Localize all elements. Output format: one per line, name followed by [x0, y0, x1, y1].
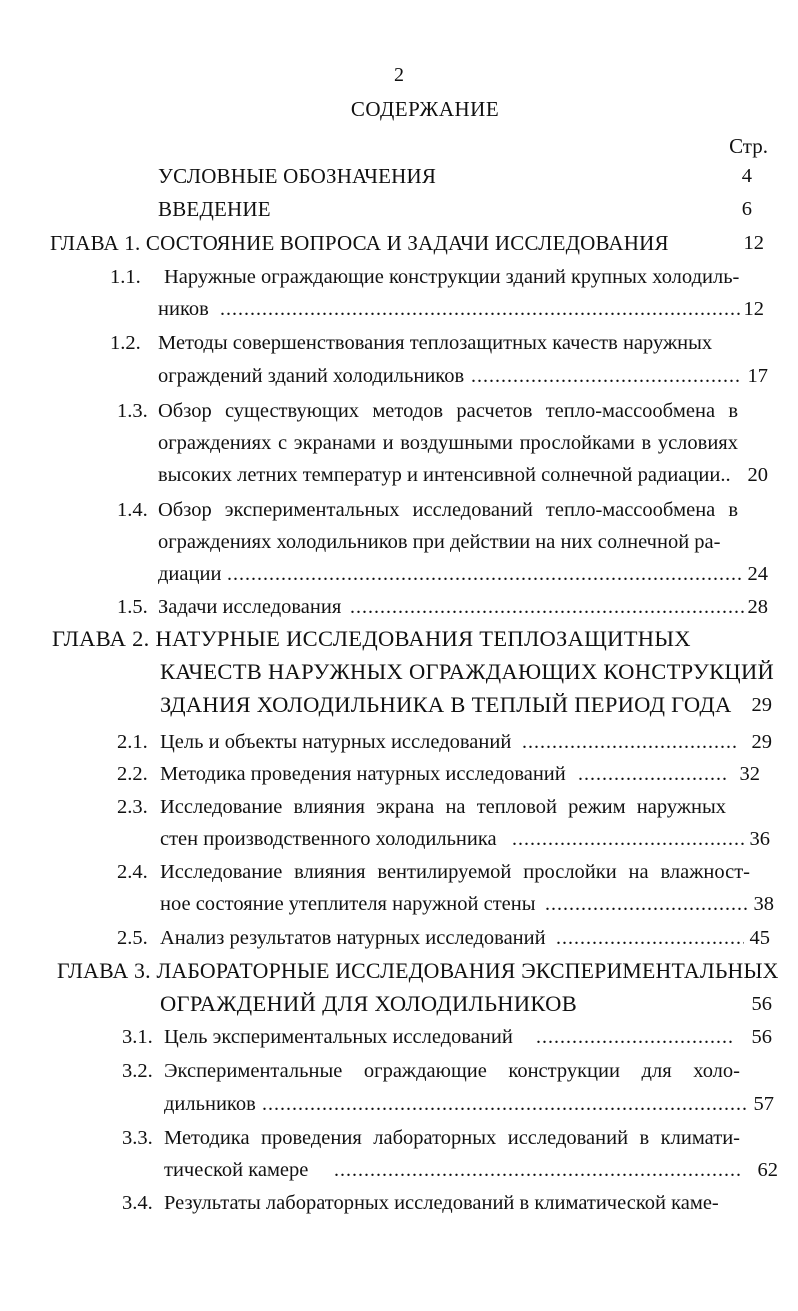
- section-number: 1.1.: [110, 266, 141, 288]
- section-number: 3.3.: [122, 1127, 153, 1149]
- toc-entry-1-1: Наружные ограждающие конструкции зданий крупных холодиль-: [164, 266, 740, 288]
- toc-entry-text: тической камере: [164, 1159, 309, 1181]
- toc-chapter-text: КАЧЕСТВ НАРУЖНЫХ ОГРАЖДАЮЩИХ КОНСТРУКЦИЙ: [160, 659, 775, 684]
- section-number: 3.2.: [122, 1060, 153, 1082]
- toc-chapter-text: ЗДАНИЯ ХОЛОДИЛЬНИКА В ТЕПЛЫЙ ПЕРИОД ГОДА: [160, 692, 732, 717]
- toc-entry-text: ограждений зданий холодильников: [158, 365, 465, 387]
- leader-dots: [578, 761, 726, 787]
- toc-entry-2-4: Исследование влияния вентилируемой прослойки на влажност-: [160, 861, 750, 883]
- section-number: 2.5.: [117, 927, 148, 949]
- section-number: 1.3.: [117, 400, 148, 422]
- toc-entry-1-4: Обзор экспериментальных исследований тепло-массообмена в: [158, 499, 738, 521]
- toc-page: 12: [743, 232, 764, 254]
- section-number: 1.5.: [117, 596, 148, 618]
- toc-entry-2-1: Цель и объекты натурных исследований: [160, 731, 512, 753]
- section-number: 2.3.: [117, 796, 148, 818]
- toc-page: 29: [751, 694, 772, 716]
- toc-entry-3-4: Результаты лабораторных исследований в климатической каме-: [164, 1192, 719, 1214]
- leader-dots: [556, 925, 744, 951]
- toc-entry-2-3: Исследование влияния экрана на тепловой режим наружных: [160, 796, 726, 818]
- toc-chapter-2: ГЛАВА 2. НАТУРНЫЕ ИССЛЕДОВАНИЯ ТЕПЛОЗАЩИТНЫХ: [52, 626, 691, 651]
- toc-page: 62: [757, 1159, 778, 1181]
- leader-dots: [512, 826, 744, 852]
- leader-dots: [227, 561, 742, 587]
- toc-entry-text: ников: [158, 298, 209, 320]
- leader-dots: [334, 1157, 742, 1183]
- toc-entry-text: высоких летних температур и интенсивной солнечной радиации..: [158, 464, 731, 486]
- toc-page: 56: [751, 1026, 772, 1048]
- toc-chapter-text: ОГРАЖДЕНИЙ ДЛЯ ХОЛОДИЛЬНИКОВ: [160, 991, 578, 1016]
- toc-page: 29: [751, 731, 772, 753]
- toc-chapter-3: ГЛАВА 3. ЛАБОРАТОРНЫЕ ИССЛЕДОВАНИЯ ЭКСПЕРИМЕНТАЛЬНЫХ: [57, 959, 779, 983]
- leader-dots: [220, 296, 740, 322]
- section-number: 3.4.: [122, 1192, 153, 1214]
- section-number: 2.2.: [117, 763, 148, 785]
- toc-page: 45: [749, 927, 770, 949]
- toc-page: 38: [753, 893, 774, 915]
- toc-page: 57: [753, 1093, 774, 1115]
- toc-entry-symbols: УСЛОВНЫЕ ОБОЗНАЧЕНИЯ: [158, 164, 437, 188]
- leader-dots: [545, 891, 750, 917]
- toc-entry-2-5: Анализ результатов натурных исследований: [160, 927, 546, 949]
- toc-entry-text: дильников: [164, 1093, 256, 1115]
- toc-entry-1-2: Методы совершенствования теплозащитных качеств наружных: [158, 332, 713, 354]
- toc-page: 28: [747, 596, 768, 618]
- toc-page: 36: [749, 828, 770, 850]
- toc-entry-3-1: Цель экспериментальных исследований: [164, 1026, 513, 1048]
- toc-page: 12: [743, 298, 764, 320]
- page-column-label: Стр.: [729, 134, 768, 158]
- toc-page: 20: [747, 464, 768, 486]
- leader-dots: [262, 1091, 747, 1117]
- toc-entry-3-3: Методика проведения лабораторных исследований в климати-: [164, 1127, 740, 1149]
- leader-dots: [522, 729, 737, 755]
- leader-dots: [536, 1024, 734, 1050]
- toc-entry-text: стен производственного холодильника: [160, 828, 497, 850]
- toc-title: СОДЕРЖАНИЕ: [350, 97, 500, 121]
- section-number: 3.1.: [122, 1026, 153, 1048]
- toc-page: 17: [747, 365, 768, 387]
- toc-page: 6: [741, 198, 752, 220]
- toc-entry-text: ограждениях с экранами и воздушными прослойками в условиях: [158, 432, 738, 454]
- section-number: 1.2.: [110, 332, 141, 354]
- toc-entry-1-5: Задачи исследования: [158, 596, 342, 618]
- leader-dots: [471, 363, 742, 389]
- toc-page: 56: [751, 993, 772, 1015]
- toc-page: 32: [739, 763, 760, 785]
- toc-entry-3-2: Экспериментальные ограждающие конструкции для холо-: [164, 1060, 740, 1082]
- toc-entry-intro: ВВЕДЕНИЕ: [158, 197, 271, 221]
- leader-dots: [350, 594, 745, 620]
- toc-page: 24: [747, 563, 768, 585]
- section-number: 2.1.: [117, 731, 148, 753]
- toc-entry-2-2: Методика проведения натурных исследований: [160, 763, 566, 785]
- toc-entry-text: диации: [158, 563, 222, 585]
- toc-page: 4: [741, 165, 752, 187]
- toc-entry-text: ное состояние утеплителя наружной стены: [160, 893, 536, 915]
- toc-entry-1-3: Обзор существующих методов расчетов тепло-массообмена в: [158, 400, 738, 422]
- page-number: 2: [394, 64, 404, 86]
- toc-chapter-1: ГЛАВА 1. СОСТОЯНИЕ ВОПРОСА И ЗАДАЧИ ИССЛЕДОВАНИЯ: [50, 231, 669, 255]
- toc-entry-text: ограждениях холодильников при действии на них солнечной ра-: [158, 531, 721, 553]
- section-number: 2.4.: [117, 861, 148, 883]
- section-number: 1.4.: [117, 499, 148, 521]
